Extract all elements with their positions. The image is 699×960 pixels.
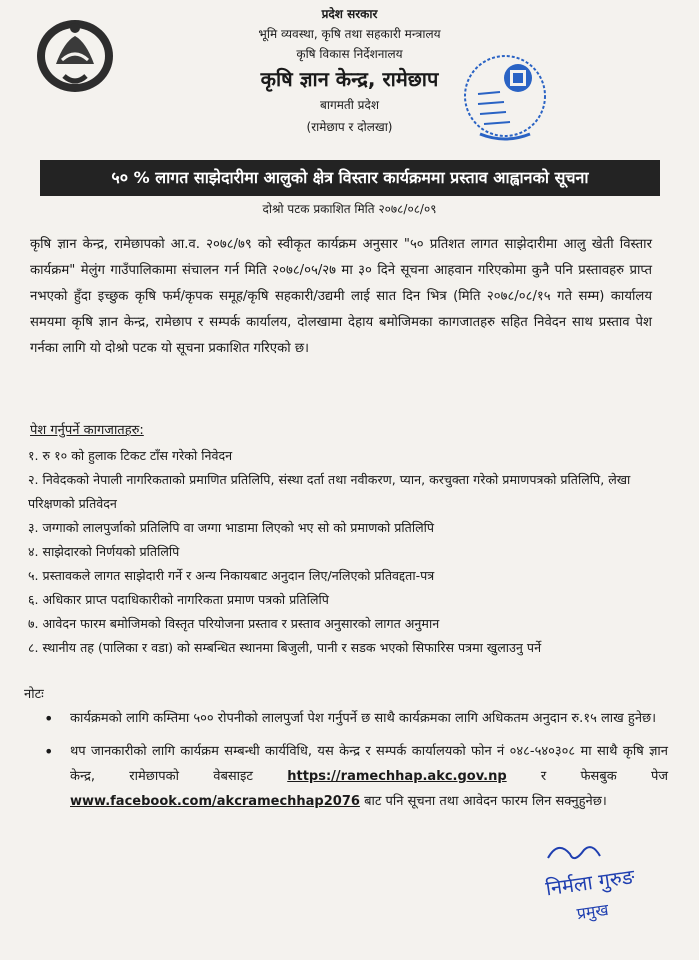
- website-link[interactable]: https://ramechhap.akc.gov.np: [287, 769, 507, 784]
- office-name: कृषि ज्ञान केन्द्र, रामेछाप: [260, 67, 439, 91]
- document-item: ७. आवेदन फारम बमोजिमको विस्तृत परियोजना प्रस्ताव र प्रस्ताव अनुसारको लागत अनुमान: [28, 616, 440, 631]
- note-item: [44, 706, 668, 731]
- note-label: नोटः: [24, 687, 44, 702]
- document-item: ५. प्रस्तावकले लागत साझेदारी गर्ने र अन्य निकायबाट अनुदान लिए/नलिएको प्रतिवद्दता-पत्र: [28, 568, 435, 583]
- note-item: [44, 739, 668, 814]
- documents-heading: पेश गर्नुपर्ने कागजातहरु:: [30, 423, 144, 438]
- facebook-link[interactable]: www.facebook.com/akcramechhap2076: [70, 794, 360, 809]
- notice-body: कृषि ज्ञान केन्द्र, रामेछापको आ.व. २०७८/७९ को स्वीकृत कार्यक्रम अनुसार "५० प्रतिशत लागत साझेदारीमा आलु खेती विस्तार कार्यक्रम" मेलुंग गाउँपालिकामा संचालन गर्न मिति २०७८/०५/२७ मा ३० दिने सूचना आहवान गरिएकोमा कुनै पनि प्रस्तावहरु प्राप्त नभएको हुँदा इच्छुक कृषि फर्म/कृपक समूह/कृषि सहकारी/उद्यमी लाई सात दिन भित्र (मिति २०७८/०८/१५ गते सम्म) कार्यालय समयमा कृषि ज्ञान केन्द्र, रामेछाप र सम्पर्क कार्यालय, दोलखामा देहाय बमोजिमका कागजातहरु सहित निवेदन साथ प्रस्ताव पेश गर्नका लागि यो दोश्रो पटक यो सूचना प्रकाशित गरिएको छ।: [30, 237, 652, 356]
- bullet-icon: •: [44, 709, 54, 728]
- note-2-text: थप जानकारीको लागि कार्यक्रम सम्बन्धी कार्यविधि, यस केन्द्र र सम्पर्क कार्यालयको फोन नं ०४८-५४०३०८ मा साथै कृषि ज्ञान केन्द्र, रामेछापको वेबसाइट: [70, 744, 668, 784]
- header-line-1: प्रदेश सरकार: [321, 7, 378, 21]
- header-line-6: (रामेछाप र दोलखा): [306, 120, 393, 134]
- publication-date: दोश्रो पटक प्रकाशित मिति २०७८/०८/०९: [262, 202, 437, 216]
- signature-title: प्रमुख: [575, 899, 610, 924]
- header-line-5: बागमती प्रदेश: [319, 98, 379, 112]
- document-item: ४. साझेदारको निर्णयको प्रतिलिपि: [28, 544, 180, 559]
- document-item: १. रु १० को हुलाक टिकट टाँस गरेको निवेदन: [28, 448, 233, 463]
- header-line-2: भूमि व्यवस्था, कृषि तथा सहकारी मन्त्रालय: [258, 27, 441, 41]
- bullet-icon: •: [44, 742, 54, 761]
- document-item: ३. जग्गाको लालपुर्जाको प्रतिलिपि वा जग्गा भाडामा लिएको भए सो को प्रमाणको प्रतिलिपि: [28, 520, 435, 535]
- letterhead: [0, 4, 699, 138]
- notes-list: [44, 706, 668, 822]
- document-item: ८. स्थानीय तह (पालिका र वडा) को सम्बन्धित स्थानमा बिजुली, पानी र सडक भएको सिफारिस पत्रमा खुलाउनु पर्ने: [28, 640, 542, 655]
- header-line-3: कृषि विकास निर्देशनालय: [296, 47, 403, 61]
- signature-name: निर्मला गुरुङ: [544, 864, 636, 901]
- document-item: २. निवेदकको नेपाली नागरिकताको प्रमाणित प्रतिलिपि, संस्था दर्ता तथा नवीकरण, प्यान, करचुक्ता गरेको प्रमाणपत्रको प्रतिलिपि, लेखा परिक्षणको प्रतिवेदन: [28, 472, 631, 511]
- note-1-text: कार्यक्रमको लागि कम्तिमा ५०० रोपनीको लालपुर्जा पेश गर्नुपर्ने छ साथै कार्यक्रमका लागि अधिकतम अनुदान रु.१५ लाख हुनेछ।: [70, 711, 657, 726]
- documents-list: [28, 444, 664, 660]
- notice-title-banner: ५० % लागत साझेदारीमा आलुको क्षेत्र विस्तार कार्यक्रममा प्रस्ताव आह्वानको सूचना: [40, 160, 660, 196]
- note-2-text-end: बाट पनि सूचना तथा आवेदन फारम लिन सक्नुहुनेछ।: [364, 794, 607, 809]
- signature: [540, 836, 660, 926]
- document-item: ६. अधिकार प्राप्त पदाधिकारीको नागरिकता प्रमाण पत्रको प्रतिलिपि: [28, 592, 329, 607]
- note-2-text-mid: र फेसबुक पेज: [540, 769, 668, 784]
